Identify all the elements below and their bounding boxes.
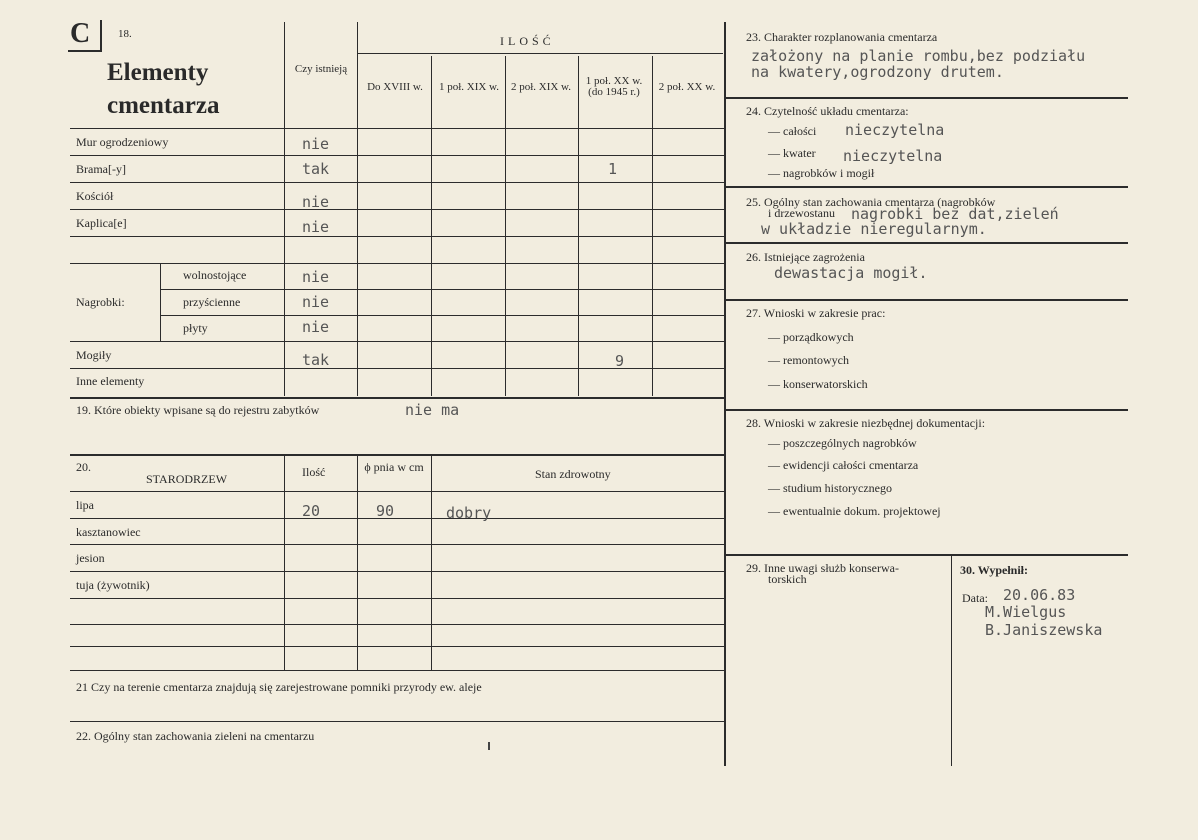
row-label-church: Kościół bbox=[76, 189, 114, 203]
exists-chapel: nie bbox=[302, 218, 330, 236]
col-period-5: 2 poł. XX w. bbox=[658, 81, 716, 93]
q27-item-3: — konserwatorskich bbox=[768, 377, 868, 391]
q22-label: 22. Ogólny stan zachowania zieleni na cmentarzu bbox=[76, 729, 315, 743]
graves-label: Nagrobki: bbox=[76, 295, 125, 309]
q28-item-2: — ewidencji całości cmentarza bbox=[768, 458, 919, 472]
title-line-2: cmentarza bbox=[107, 92, 220, 119]
grave-type-freestanding: wolnostojące bbox=[183, 268, 247, 282]
speck-mark bbox=[488, 742, 490, 750]
q27-item-1: — porządkowych bbox=[768, 330, 854, 344]
exists-freestanding: nie bbox=[302, 268, 330, 286]
section-letter: C bbox=[70, 18, 91, 49]
tree-name-4: tuja (żywotnik) bbox=[76, 578, 150, 592]
exists-church: nie bbox=[302, 193, 330, 211]
count-mounds: 9 bbox=[615, 352, 625, 370]
col-quantity: ILOŚĆ bbox=[500, 34, 555, 48]
q20-col-qty: Ilość bbox=[302, 465, 326, 479]
q25-value-2: w układzie nieregularnym. bbox=[761, 220, 987, 238]
tree-state-1: dobry bbox=[446, 504, 492, 522]
q23-value-2: na kwatery,ogrodzony drutem. bbox=[751, 63, 1004, 81]
q30-name-1: M.Wielgus bbox=[985, 603, 1067, 621]
q30-label: 30. Wypełnił: bbox=[960, 563, 1029, 577]
q24-item-2: — kwater bbox=[768, 146, 816, 160]
q26-label: 26. Istniejące zagrożenia bbox=[746, 250, 865, 264]
row-label-gate: Brama[-y] bbox=[76, 162, 126, 176]
exists-slabs: nie bbox=[302, 318, 330, 336]
q24-value-1: nieczytelna bbox=[845, 121, 945, 139]
q28-item-3: — studium historycznego bbox=[768, 481, 892, 495]
q20-col-state: Stan zdrowotny bbox=[535, 467, 611, 481]
q24-label: 24. Czytelność układu cmentarza: bbox=[746, 104, 909, 118]
section-number: 18. bbox=[118, 28, 132, 40]
exists-wall-graves: nie bbox=[302, 293, 330, 311]
q24-item-1: — całości bbox=[768, 124, 817, 138]
tree-name-1: lipa bbox=[76, 498, 94, 512]
q26-value: dewastacja mogił. bbox=[774, 264, 928, 282]
row-label-wall: Mur ogrodzeniowy bbox=[76, 135, 169, 149]
q28-label: 28. Wnioski w zakresie niezbędnej dokumentacji: bbox=[746, 416, 986, 430]
grave-type-wall: przyścienne bbox=[183, 295, 241, 309]
q20-title: STARODRZEW bbox=[146, 472, 228, 486]
grave-type-slabs: płyty bbox=[183, 321, 208, 335]
q30-date: 20.06.83 bbox=[1003, 586, 1076, 604]
row-label-other: Inne elementy bbox=[76, 374, 145, 388]
tree-qty-1: 20 bbox=[302, 502, 321, 520]
col-period-4: 1 poł. XX w. (do 1945 r.) bbox=[585, 75, 643, 98]
count-gate: 1 bbox=[608, 160, 618, 178]
q25-value-1: nagrobki bez dat,zieleń bbox=[851, 205, 1059, 223]
q28-item-1: — poszczególnych nagrobków bbox=[768, 436, 917, 450]
q25-label-2: i drzewostanu bbox=[768, 206, 835, 220]
col-exists: Czy istnieją bbox=[294, 63, 348, 75]
q27-label: 27. Wnioski w zakresie prac: bbox=[746, 306, 886, 320]
tree-diam-1: 90 bbox=[376, 502, 395, 520]
row-label-chapel: Kaplica[e] bbox=[76, 216, 127, 230]
q19-label: 19. Które obiekty wpisane są do rejestru zabytków bbox=[76, 403, 320, 417]
q21-label: 21 Czy na terenie cmentarza znajdują się zarejestrowane pomniki przyrody ew. aleje bbox=[76, 680, 482, 694]
q24-value-2: nieczytelna bbox=[843, 147, 943, 165]
q27-item-2: — remontowych bbox=[768, 353, 849, 367]
q24-item-3: — nagrobków i mogił bbox=[768, 166, 875, 180]
q23-label: 23. Charakter rozplanowania cmentarza bbox=[746, 30, 938, 44]
q25-label-1: 25. Ogólny stan zachowania cmentarza (nagrobków bbox=[746, 195, 996, 209]
q20-number: 20. bbox=[76, 460, 91, 474]
title-line-1: Elementy bbox=[107, 59, 209, 86]
q29-label-2: torskich bbox=[768, 572, 807, 586]
col-period-3: 2 poł. XIX w. bbox=[510, 81, 572, 93]
tree-name-2: kasztanowiec bbox=[76, 525, 141, 539]
q19-value: nie ma bbox=[405, 401, 460, 419]
exists-wall: nie bbox=[302, 135, 330, 153]
col-period-1: Do XVIII w. bbox=[367, 81, 423, 93]
exists-mounds: tak bbox=[302, 351, 330, 369]
col-period-2: 1 poł. XIX w. bbox=[438, 81, 500, 93]
q28-item-4: — ewentualnie dokum. projektowej bbox=[768, 504, 941, 518]
q20-col-diam: ϕ pnia w cm bbox=[364, 460, 424, 474]
row-label-mounds: Mogiły bbox=[76, 348, 112, 362]
tree-name-3: jesion bbox=[76, 551, 105, 565]
q29-label-1: 29. Inne uwagi służb konserwa- bbox=[746, 561, 899, 575]
exists-gate: tak bbox=[302, 160, 330, 178]
q30-name-2: B.Janiszewska bbox=[985, 621, 1103, 639]
q30-date-label: Data: bbox=[962, 591, 988, 605]
q23-value-1: założony na planie rombu,bez podziału bbox=[751, 47, 1086, 65]
